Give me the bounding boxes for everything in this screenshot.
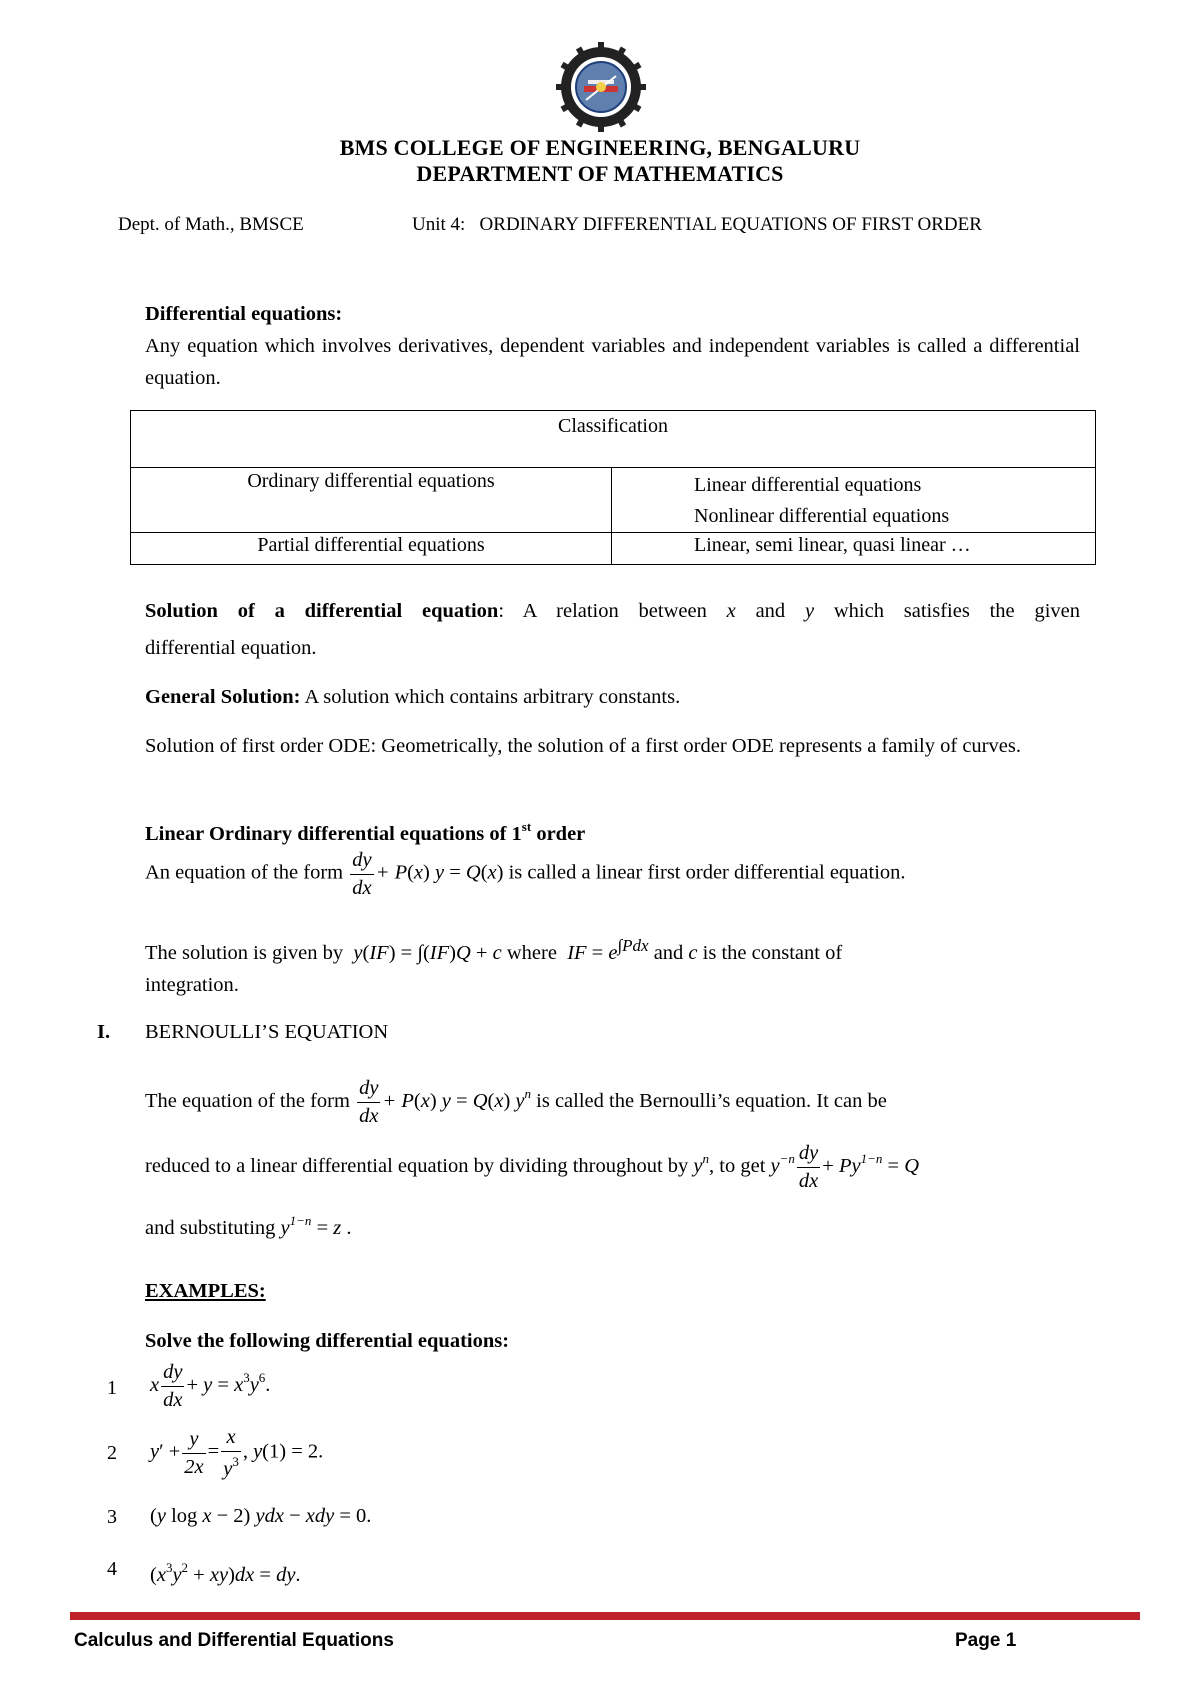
college-logo [556,42,646,132]
table-cell: Linear, semi linear, quasi linear … [612,533,1096,565]
bernoulli-line2-pre: reduced to a linear differential equation by dividing throughout by [145,1155,694,1177]
linear-sol-pre: The solution is given by [145,941,349,964]
linear-sol-end: integration. [145,974,239,996]
dy-dx-fraction: $\frac{dy}{dx}$ [359,1077,379,1127]
dept-short: Dept. of Math., BMSCE [118,214,304,235]
y-over-2x-fraction: $\frac{y}{2x}$ [184,1428,204,1478]
var-x: x [726,600,736,622]
footer-page-number: Page 1 [955,1630,1017,1651]
example-3: (y log x − 2) ydx − xdy = 0. [150,1505,372,1527]
bernoulli-line-2: reduced to a linear differential equation by dividing throughout by $y^n$, to get $y^{-n}$ $\frac{dy}{dx}$ + $Py^{1-n} = Q$ [145,1142,919,1192]
bernoulli-title: BERNOULLI’S EQUATION [145,1021,389,1043]
bernoulli-line1-post: is called the Bernoulli’s equation. It can be [536,1090,887,1112]
linear-sol-and: and [653,941,689,964]
solution-text-c-part: which satisfies the given [814,600,1080,622]
dy-dx-fraction: $\frac{dy}{dx}$ [798,1142,819,1192]
department-name: DEPARTMENT OF MATHEMATICS [416,161,784,186]
footer-divider [70,1612,1140,1620]
solution-text-b: and [735,600,805,622]
bernoulli-line1-pre: The equation of the form [145,1090,356,1112]
college-seal-icon [556,42,646,132]
table-cell-line: Linear differential equations [694,474,922,496]
example-number: 4 [107,1558,117,1580]
linear-sol-where: where [506,941,563,964]
classification-table [130,410,1096,565]
dy-dx-fraction: $\frac{dy}{dx}$ [352,849,372,899]
solution-line-2: differential equation. [145,637,317,659]
example-1: x $\frac{dy}{dx}$ + $y = x^3y^6$. [150,1361,271,1411]
var-y: y [804,600,815,622]
dy-dx-fraction: $\frac{dy}{dx}$ [163,1361,183,1411]
linear-heading-a: Linear Ordinary differential equations of 1 [145,823,522,845]
general-label: General Solution: [145,686,301,708]
bernoulli-line-1: The equation of the form $\frac{dy}{dx}$ + P(x) y = Q(x) $y^n$ is called the Bernoulli’s equation. It can be [145,1077,887,1127]
table-cell [612,468,1096,533]
linear-heading-b: order [531,823,586,845]
bernoulli-line3-pre: and substituting [145,1217,281,1239]
linear-form-line: An equation of the form $\frac{dy}{dx}$ + P(x) y = Q(x) is called a linear first order differential equation. [145,849,906,899]
bernoulli-line-3: and substituting $y^{1-n} = z$ . [145,1213,352,1239]
examples-instruction: Solve the following differential equations: [145,1330,510,1352]
x-over-y3-fraction: $\frac{x}{y^3}$ [223,1426,239,1480]
linear-sol-post: is the constant of [697,941,843,964]
example-number: 3 [107,1506,117,1528]
example-number: 2 [107,1442,117,1464]
institution-name: BMS COLLEGE OF ENGINEERING, BENGALURU [339,135,861,160]
bernoulli-line2-mid: , to get [709,1155,771,1177]
examples-heading: EXAMPLES: [145,1280,266,1302]
constant-c: c [688,941,698,964]
table-cell: Partial differential equations [131,533,612,565]
intro-heading: Differential equations: [145,303,343,325]
table-cell-line: Nonlinear differential equations [694,505,950,527]
first-order-text: Solution of first order ODE: Geometrically, the solution of a first order ODE represents a family of curves. [145,735,1021,757]
example-4: $(x^3y^2 + xy)dx$ = dy. [150,1560,301,1586]
linear-solution-line: The solution is given by y(IF) = ∫(IF)Q + c where IF = $e^{\int Pdx}$ and c is the constant of [145,936,843,964]
general-text: A solution which contains arbitrary constants. [300,686,681,708]
footer-course: Calculus and Differential Equations [74,1630,394,1651]
linear-heading [145,811,585,850]
example-2: y′ + $\frac{y}{2x}$ = $\frac{x}{y^3}$ , y(1) = 2. [150,1426,324,1480]
solution-text-a: : A relation between [498,600,727,622]
linear-form-post: is called a linear first order differential equation. [508,861,906,884]
linear-form-pre: An equation of the form [145,861,349,884]
unit-title: Unit 4: ORDINARY DIFFERENTIAL EQUATIONS OF FIRST ORDER [412,214,982,235]
classification-title: Classification [131,411,1096,468]
linear-heading-sup: st [521,819,532,834]
table-cell: Ordinary differential equations [131,468,612,533]
section-number: I. [97,1021,111,1043]
intro-text: Any equation which involves derivatives, dependent variables and independent variables is called a differential equation. [145,335,1080,389]
solution-label: Solution of a differential equation [145,600,499,622]
solution-line [145,595,1080,627]
example-number: 1 [107,1377,117,1399]
general-solution [145,681,680,713]
